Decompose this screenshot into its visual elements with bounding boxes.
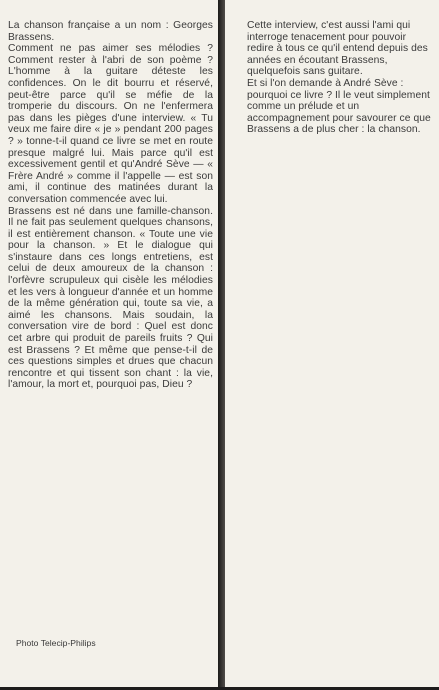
- left-paragraph-3: Brassens est né dans une famille-chanson. Il ne fait pas seulement quelques chansons, il est entièrement chanson. « Toute une vie pour la chanson. » Et le dialogue qui s'instaure dans ces longs entretiens, est celui de deux amoureux de la chanson : l'orfèvre scrupuleux qui cisèle les mélodies et les vers à longueur d'année et un homme de la même génération qui, toute sa vie, a aimé les chansons. Mais soudain, la conversation vire de bord : Quel est donc cet arbre qui produit de pareils fruits ? Qui est Brassens ? Et même que pense-t-il de ces questions simples et drues que chacun rencontre et qui tissent son chant : la vie, l'amour, la mort et, pourquoi pas, Dieu ?: [8, 205, 213, 391]
- left-flap-text: [8, 20, 213, 391]
- page-gutter: [218, 0, 225, 690]
- left-paragraph-2: Comment ne pas aimer ses mélodies ? Comment rester à l'abri de son poème ? L'homme à la guitare déteste les confidences. On le dit bourru et réservé, peut-être parce qu'il se méfie de la tromperie du discours. On ne l'enfermera pas dans les pièges d'une interview. « Tu veux me faire dire « je » pendant 200 pages ? » tonne-t-il quand ce livre se met en route presque malgré lui. Mais parce qu'il est excessivement gentil et qu'André Sève — « Frère André » comme il l'appelle — est son ami, il continue des matinées durant la conversation commencée avec lui.: [8, 43, 213, 205]
- right-paragraph-1: Cette interview, c'est aussi l'ami qui interroge tenacement pour pouvoir redire à tous ce qu'il entend depuis des années en écoutant Brassens, quelquefois sans guitare.: [247, 20, 428, 78]
- left-flap: [0, 0, 218, 690]
- right-flap-text: [247, 20, 433, 136]
- right-paragraph-2: Et si l'on demande à André Sève : pourquoi ce livre ? Il le veut simplement comme un prélude et un accompagnement pour savourer ce que Brassens a de plus cher : la chanson.: [247, 77, 431, 136]
- photo-credit: Photo Telecip-Philips: [16, 638, 96, 648]
- right-flap: [225, 0, 439, 690]
- left-paragraph-1: La chanson française a un nom : Georges Brassens.: [8, 20, 213, 43]
